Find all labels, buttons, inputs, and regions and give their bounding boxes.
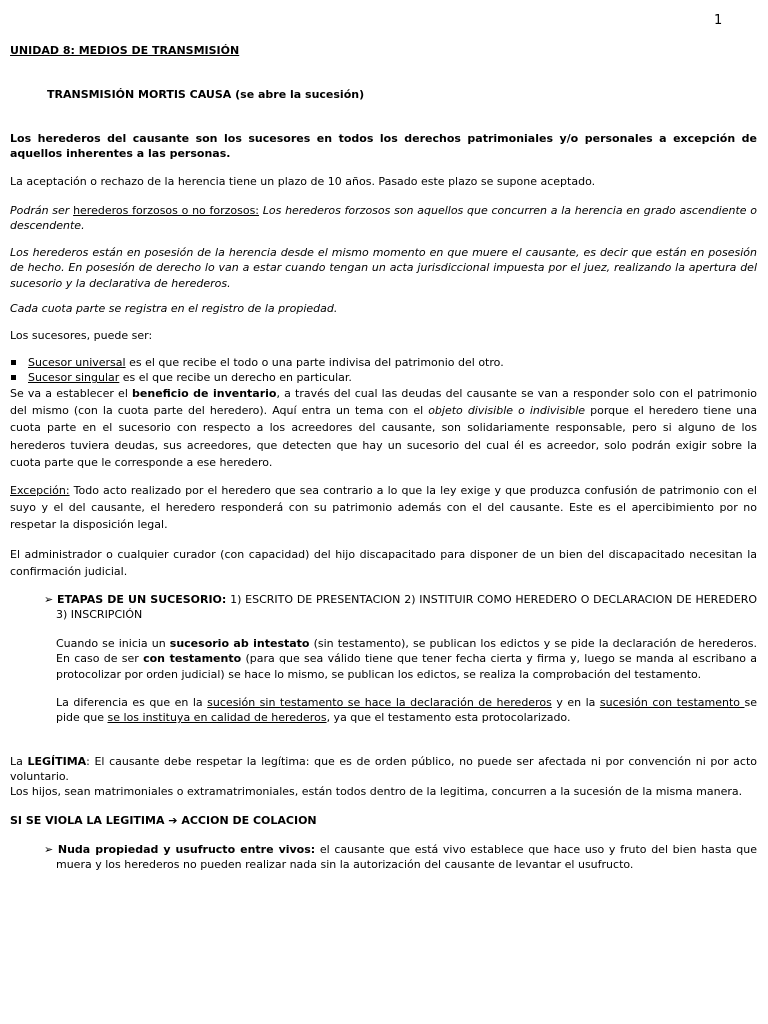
paragraph-aceptacion: La aceptación o rechazo de la herencia tiene un plazo de 10 años. Pasado este plazo se supone aceptado. (10, 175, 596, 188)
paragraph-excepcion: Excepción: Todo acto realizado por el heredero que sea contrario a lo que la ley exige y que produzca confusión de patrimonio con el suyo y el del causante, el heredero responderá con su patrimonio además con el del causante. Este es el apercibimiento por no respetar la disposición legal. (10, 484, 757, 531)
page-number: 1 (714, 13, 723, 28)
etapas-sucesorio: ➢ ETAPAS DE UN SUCESORIO: 1) ESCRITO DE PRESENTACION 2) INSTITUIR COMO HEREDERO O DECLARACION DE HEREDERO 3) INSCRIPCIÓN (44, 593, 757, 622)
paragraph-cuota: Cada cuota parte se registra en el registro de la propiedad. (10, 302, 338, 315)
unit-title: UNIDAD 8: MEDIOS DE TRANSMISIÓN (10, 44, 240, 57)
paragraph-sucesores: Los sucesores, puede ser: (10, 329, 153, 342)
list-item: Sucesor universal es el que recibe el todo o una parte indivisa del patrimonio del otro. (10, 355, 757, 370)
arrow-bullet-icon: ➢ (44, 593, 54, 606)
paragraph-ab-intestato: Cuando se inicia un sucesorio ab intestato (sin testamento), se publican los edictos y se pide la declaración de herederos. En caso de ser con testamento (para que sea válido tiene que tener fecha cierta y firma y, luego se manda al escribano a protocolizar por orden judicial) se hace lo mismo, se publican los edictos, se realiza la comprobación del testamento. (56, 637, 757, 681)
heading-accion-colacion: SI SE VIOLA LA LEGITIMA ➔ ACCION DE COLACION (10, 814, 317, 827)
paragraph-posesion: Los herederos están en posesión de la herencia desde el mismo momento en que muere el causante, es decir que están en posesión de hecho. En posesión de derecho lo van a estar cuando tengan un acta jurisdiccional impuesta por el juez, realizando la apertura del sucesorio y la declarativa de herederos. (10, 246, 757, 290)
paragraph-herederos: Los herederos del causante son los sucesores en todos los derechos patrimoniales y/o personales a excepción de aquellos inherentes a las personas. (10, 132, 757, 161)
nuda-propiedad: ➢ Nuda propiedad y usufructo entre vivos: el causante que está vivo establece que hace uso y fruto del bien hasta que muera y los herederos no pueden realizar nada sin la autorización del causante de levantar el usufructo. (44, 843, 758, 872)
paragraph-diferencia: La diferencia es que en la sucesión sin testamento se hace la declaración de herederos y en la sucesión con testamento se pide que se los instituya en calidad de herederos, ya que el testamento esta protocolarizado. (56, 696, 757, 725)
list-item: Sucesor singular es el que recibe un derecho en particular. (10, 370, 757, 385)
paragraph-legitima: La LEGÍTIMA: El causante debe respetar la legítima: que es de orden público, no puede ser afectada ni por convención ni por acto voluntario. (10, 755, 757, 784)
paragraph-hijos: Los hijos, sean matrimoniales o extramatrimoniales, están todos dentro de la legitima, concurren a la sucesión de la misma manera. (10, 785, 743, 798)
paragraph-administrador: El administrador o cualquier curador (con capacidad) del hijo discapacitado para disponer de un bien del discapacitado necesitan la confirmación judicial. (10, 548, 757, 578)
arrow-bullet-icon: ➢ (44, 843, 54, 856)
sucesores-list (10, 355, 757, 386)
paragraph-inventario: Se va a establecer el beneficio de inventario, a través del cual las deudas del causante se van a responder solo con el patrimonio del mismo (con la cuota parte del heredero). Aquí entra un tema con el objeto divisible o indivisible porque el heredero tiene una cuota parte en el sucesorio con respecto a los acreedores del causante, son solidariamente responsable, pero si alguno de los herederos tuviera deudas, sus acreedores, que detecten que hay un sucesorio del cual él es acreedor, solo podrán exigir sobre la cuota parte que le corresponde a ese heredero. (10, 387, 757, 469)
paragraph-forzosos: Podrán ser herederos forzosos o no forzosos: Los herederos forzosos son aquellos que concurren a la herencia en grado ascendiente o descendente. (10, 204, 758, 233)
document-page (10, 0, 757, 1024)
section-subtitle: TRANSMISIÓN MORTIS CAUSA (se abre la sucesión) (47, 88, 365, 101)
